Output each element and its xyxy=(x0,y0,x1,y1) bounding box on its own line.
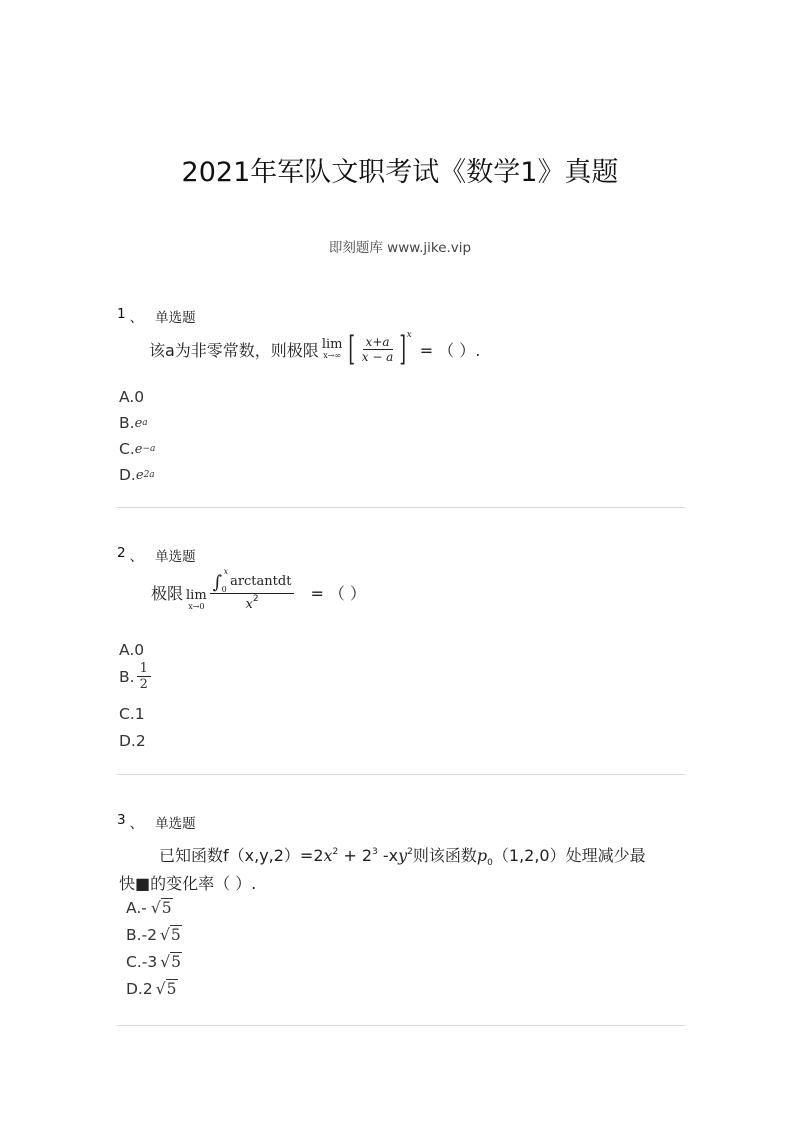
subscript: 0 xyxy=(487,858,493,869)
limit-subscript: x→∞ xyxy=(323,351,342,360)
option-fraction xyxy=(137,662,151,691)
integral-sign: ∫ 0 x xyxy=(212,566,229,594)
question-divider xyxy=(117,1025,685,1026)
question-2 xyxy=(117,545,685,777)
radicand: 5 xyxy=(166,980,177,998)
question-header xyxy=(117,306,685,326)
question-stem-line-2: 快■的变化率（ ）. xyxy=(119,874,257,893)
option-letter: C. xyxy=(119,440,135,458)
question-divider xyxy=(117,507,685,508)
limit-subscript: x→0 xyxy=(188,602,205,611)
option-a[interactable] xyxy=(119,388,144,406)
radicand: 5 xyxy=(161,899,172,917)
integral-lower: 0 xyxy=(221,584,227,594)
question-separator: 、 xyxy=(129,549,144,565)
fraction-numerator: 1 xyxy=(137,662,151,677)
option-text: 0 xyxy=(134,641,145,659)
stem-suffix: = （ ） xyxy=(310,583,367,603)
stem-part-3: -x xyxy=(377,846,399,865)
variable-y: y xyxy=(398,846,408,865)
option-letter: D. xyxy=(126,980,143,998)
fraction-denominator: 2 xyxy=(139,677,148,692)
option-letter: C. xyxy=(119,705,135,723)
option-letter: B. xyxy=(119,414,135,432)
option-coefficient: - xyxy=(141,899,147,917)
denominator-exponent: 2 xyxy=(252,593,259,604)
sqrt-expression: √5 xyxy=(160,926,181,944)
limit-word: lim xyxy=(321,337,343,352)
stem-prefix: 该a为非零常数，则极限 xyxy=(149,340,319,360)
left-bracket: [ xyxy=(348,329,356,369)
limit-word: lim xyxy=(186,588,207,603)
question-number: 1 xyxy=(117,306,126,322)
fraction-denominator: x − a xyxy=(361,349,394,364)
question-stem-line-1 xyxy=(159,843,646,868)
option-coefficient: -3 xyxy=(141,953,158,971)
option-d[interactable] xyxy=(119,466,155,484)
exponent: 2 xyxy=(407,847,413,857)
question-separator: 、 xyxy=(129,310,144,326)
sqrt-expression: √5 xyxy=(155,980,177,998)
option-letter: C. xyxy=(126,953,142,971)
question-type: 单选题 xyxy=(155,310,196,326)
question-stem xyxy=(149,329,481,369)
option-text: 2 xyxy=(135,732,146,750)
option-d[interactable] xyxy=(126,980,178,998)
denominator-base: x xyxy=(245,596,253,612)
question-separator: 、 xyxy=(129,816,144,832)
option-letter: A. xyxy=(119,388,135,406)
fraction-numerator xyxy=(210,566,295,594)
option-exponent: −a xyxy=(142,444,156,454)
question-1 xyxy=(117,306,685,510)
option-a[interactable] xyxy=(126,899,173,917)
stem-suffix: = （ ）. xyxy=(419,340,481,360)
option-letter: B. xyxy=(126,926,142,944)
option-b[interactable] xyxy=(126,926,182,944)
stem-part-1: 已知函数f（x,y,2）=2 xyxy=(159,846,324,865)
integral-upper: x xyxy=(223,566,229,576)
question-divider xyxy=(117,774,685,775)
option-c[interactable] xyxy=(119,705,145,723)
option-base: e xyxy=(134,415,143,431)
question-header xyxy=(117,812,685,832)
fraction-numerator: x+a xyxy=(363,336,393,350)
radicand: 5 xyxy=(170,926,181,944)
option-coefficient: -2 xyxy=(141,926,158,944)
question-header xyxy=(117,545,685,565)
option-exponent: 2a xyxy=(143,470,155,480)
option-base: e xyxy=(135,467,144,483)
page-title: 2021年军队文职考试《数学1》真题 xyxy=(181,157,619,188)
question-number: 3 xyxy=(117,812,126,828)
sqrt-expression: √5 xyxy=(150,899,172,917)
variable-x: x xyxy=(323,846,333,865)
variable-p: p xyxy=(476,846,488,865)
page-subtitle: 即刻题库 www.jike.vip xyxy=(328,240,472,256)
option-b[interactable] xyxy=(119,414,148,432)
option-base: e xyxy=(134,441,143,457)
option-b[interactable] xyxy=(119,662,151,691)
exponent: 2 xyxy=(332,847,339,857)
exponent: 3 xyxy=(372,847,378,857)
option-letter: D. xyxy=(119,466,136,484)
question-type: 单选题 xyxy=(155,549,196,565)
question-number: 2 xyxy=(117,545,126,561)
sqrt-expression: √5 xyxy=(160,953,181,971)
limit-fraction xyxy=(359,336,397,363)
limit-operator xyxy=(322,338,343,360)
stem-part-2: + 2 xyxy=(338,846,373,865)
bracket-exponent: x xyxy=(406,330,412,340)
option-d[interactable] xyxy=(119,732,146,750)
limit-fraction xyxy=(210,566,295,612)
option-letter: A. xyxy=(126,899,142,917)
question-3 xyxy=(117,812,685,1028)
option-c[interactable] xyxy=(119,440,155,458)
option-letter: A. xyxy=(119,641,135,659)
question-stem xyxy=(151,566,367,612)
right-bracket: ] xyxy=(399,329,407,369)
option-text: 0 xyxy=(134,388,145,406)
option-a[interactable] xyxy=(119,641,144,659)
limit-operator xyxy=(186,589,207,611)
option-letter: D. xyxy=(119,732,136,750)
integrand: arctantdt xyxy=(230,573,292,589)
radicand: 5 xyxy=(171,953,181,971)
stem-prefix: 极限 xyxy=(151,583,184,603)
option-c[interactable] xyxy=(126,953,182,971)
option-letter: B. xyxy=(119,667,135,686)
option-coefficient: 2 xyxy=(142,980,153,998)
fraction-denominator xyxy=(243,594,262,611)
question-type: 单选题 xyxy=(155,816,196,832)
stem-part-5: （1,2,0）处理减少最 xyxy=(492,846,646,865)
stem-part-4: 则该函数 xyxy=(412,846,477,865)
option-exponent: a xyxy=(142,418,148,428)
option-text: 1 xyxy=(134,705,145,723)
